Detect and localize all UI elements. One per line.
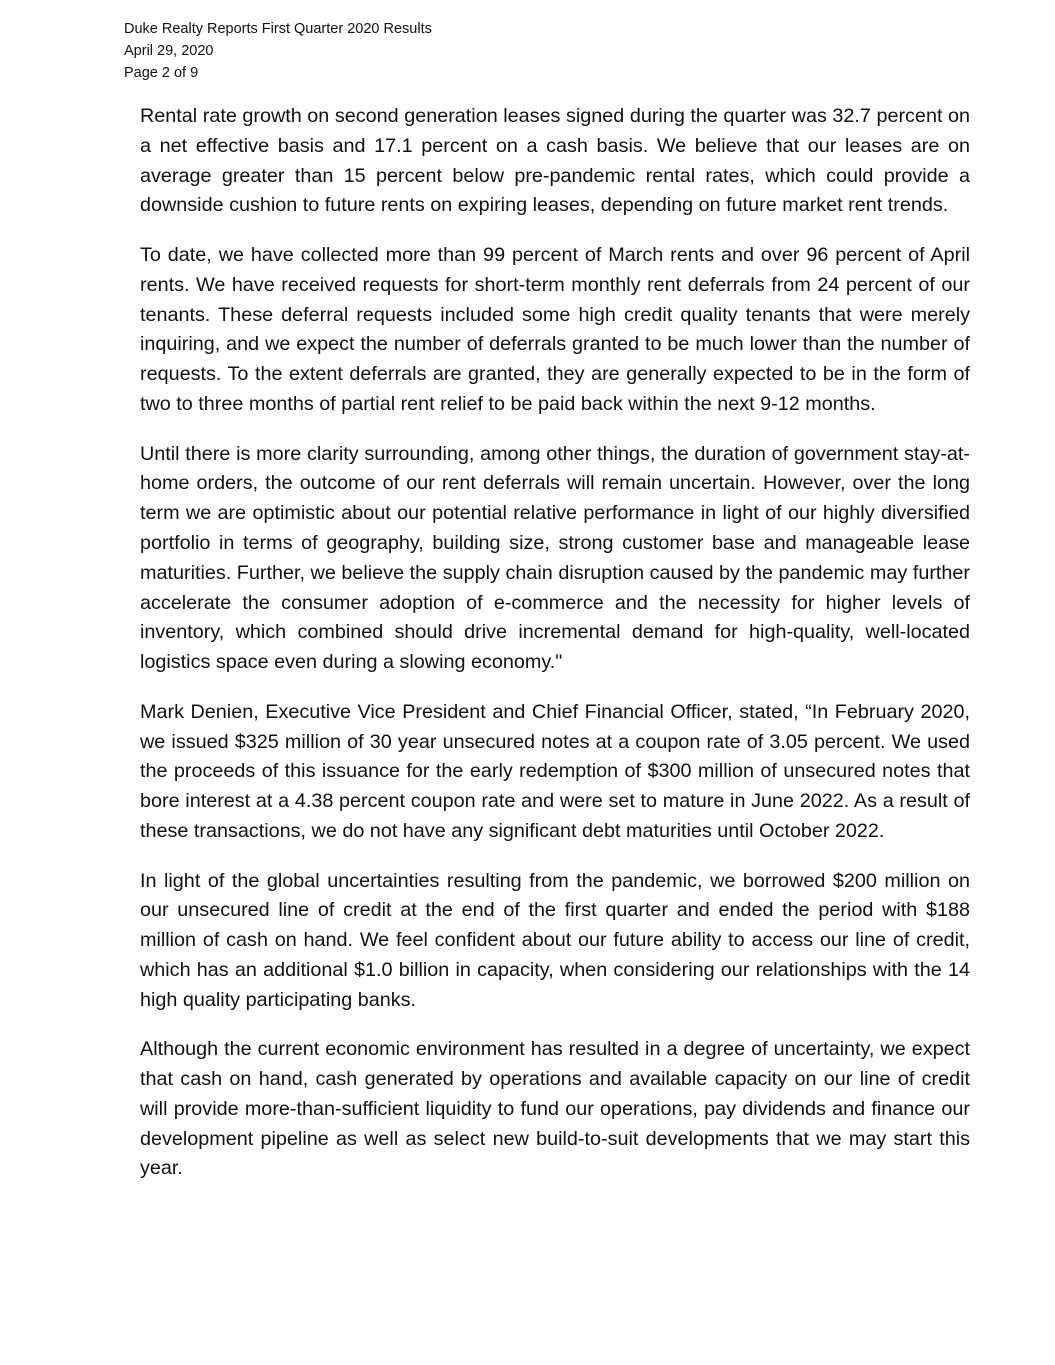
document-date: April 29, 2020 — [124, 43, 214, 59]
paragraph-cfo-statement: Mark Denien, Executive Vice President and Chief Financial Officer, stated, “In February 2020, we issued $325 million of 30 year unsecured notes at a coupon rate of 3.05 percent. We used the proceeds of this issuance for the early redemption of $300 million of unsecured notes that bore interest at a 4.38 percent coupon rate and were set to mature in June 2022. As a result of these transactions, we do not have any significant debt maturities until October 2022. — [140, 700, 970, 842]
page-number: Page 2 of 9 — [124, 65, 199, 81]
document-title: Duke Realty Reports First Quarter 2020 Results — [124, 21, 432, 37]
paragraph-rent-collection: To date, we have collected more than 99 percent of March rents and over 96 percent of April rents. We have received requests for short-term monthly rent deferrals from 24 percent of our tenants. These deferral requests included some high credit quality tenants that were merely inquiring, and we expect the number of deferrals granted to be much lower than the number of requests. To the extent deferrals are granted, they are generally expected to be in the form of two to three months of partial rent relief to be paid back within the next 9-12 months. — [140, 243, 970, 415]
paragraph-economic-environment: Although the current economic environment has resulted in a degree of uncertainty, we expect that cash on hand, cash generated by operations and available capacity on our line of credit will provide more-than-sufficient liquidity to fund our operations, pay dividends and finance our development pipeline as well as select new build-to-suit developments that we may start this year. — [140, 1038, 970, 1180]
paragraph-liquidity: In light of the global uncertainties resulting from the pandemic, we borrowed $200 million on our unsecured line of credit at the end of the first quarter and ended the period with $188 million of cash on hand. We feel confident about our future ability to access our line of credit, which has an additional $1.0 billion in capacity, when considering our relationships with the 14 high quality participating banks. — [140, 869, 970, 1011]
paragraph-rental-growth: Rental rate growth on second generation leases signed during the quarter was 32.7 percent on a net effective basis and 17.1 percent on a cash basis. We believe that our leases are on average greater than 15 percent below pre-pandemic rental rates, which could provide a downside cushion to future rents on expiring leases, depending on future market rent trends. — [140, 105, 970, 217]
paragraph-outlook: Until there is more clarity surrounding, among other things, the duration of government stay-at-home orders, the outcome of our rent deferrals will remain uncertain. However, over the long term we are optimistic about our potential relative performance in light of our highly diversified portfolio in terms of geography, building size, strong customer base and manageable lease maturities. Further, we believe the supply chain disruption caused by the pandemic may further accelerate the consumer adoption of e-commerce and the necessity for higher levels of inventory, which combined should drive incremental demand for high-quality, well-located logistics space even during a slowing economy." — [140, 442, 970, 674]
page-header — [124, 18, 432, 84]
document-body — [140, 102, 970, 1204]
